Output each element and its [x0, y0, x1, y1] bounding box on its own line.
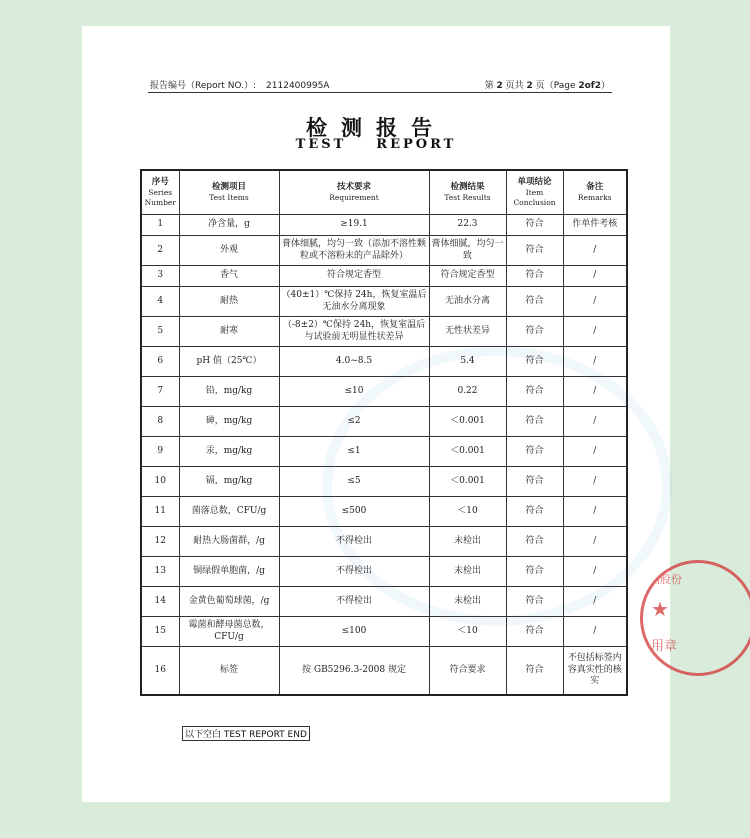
cell-remark: / — [563, 266, 627, 287]
report-no-label: 报告编号（Report NO.）: — [150, 81, 257, 91]
cell-item: 耐寒 — [179, 317, 279, 347]
cell-remark: 作单件考核 — [563, 215, 627, 236]
cell-item: 耐热大肠菌群，/g — [179, 527, 279, 557]
cell-req: ≤10 — [279, 377, 429, 407]
table-body — [141, 215, 627, 696]
table-row — [141, 617, 627, 647]
page-total: 2 — [526, 81, 533, 91]
cell-remark: / — [563, 437, 627, 467]
cell-remark: / — [563, 287, 627, 317]
cell-result: 未检出 — [429, 527, 506, 557]
column-header — [179, 170, 279, 215]
column-header-en: Remarks — [577, 193, 612, 203]
cell-result: 膏体细腻，均匀一致 — [429, 236, 506, 266]
title-en-left: TEST — [295, 137, 347, 152]
cell-no: 3 — [141, 266, 179, 287]
cell-req: 不得检出 — [279, 527, 429, 557]
stamp-text-top: 团股份 — [649, 573, 682, 586]
page-en: 2of2 — [578, 81, 601, 91]
cell-concl: 符合 — [506, 236, 563, 266]
column-header-cn: 备注 — [586, 182, 604, 193]
cell-no: 16 — [141, 647, 179, 696]
column-header-cn: 单项结论 — [517, 177, 552, 188]
table-row — [141, 587, 627, 617]
cell-concl: 符合 — [506, 407, 563, 437]
table-row — [141, 467, 627, 497]
cell-result: 无油水分离 — [429, 287, 506, 317]
cell-remark: / — [563, 617, 627, 647]
cell-no: 9 — [141, 437, 179, 467]
cell-result: 未检出 — [429, 587, 506, 617]
report-page — [82, 26, 670, 802]
cell-result: 未检出 — [429, 557, 506, 587]
table-row — [141, 437, 627, 467]
cell-req: ≥19.1 — [279, 215, 429, 236]
cell-concl: 符合 — [506, 287, 563, 317]
cell-req: ≤500 — [279, 497, 429, 527]
cell-req: 膏体细腻，均匀一致（添加不溶性颗粒或不溶粉末的产品除外） — [279, 236, 429, 266]
cell-remark: / — [563, 407, 627, 437]
cell-req: ≤100 — [279, 617, 429, 647]
cell-item: 霉菌和酵母菌总数，CFU/g — [179, 617, 279, 647]
cell-remark: / — [563, 347, 627, 377]
column-header-cn: 序号 — [151, 177, 169, 188]
cell-result: 符合规定香型 — [429, 266, 506, 287]
cell-no: 13 — [141, 557, 179, 587]
report-no-value: 2112400995A — [266, 81, 330, 91]
cell-no: 11 — [141, 497, 179, 527]
column-header-en: Series Number — [144, 188, 176, 208]
column-header-en: Requirement — [329, 193, 379, 203]
table-row — [141, 266, 627, 287]
table-row — [141, 497, 627, 527]
column-header — [506, 170, 563, 215]
cell-item: 香气 — [179, 266, 279, 287]
column-header — [429, 170, 506, 215]
cell-concl: 符合 — [506, 377, 563, 407]
cell-no: 2 — [141, 236, 179, 266]
official-stamp — [640, 560, 750, 676]
end-note: 以下空白 TEST REPORT END — [182, 726, 310, 741]
cell-concl: 符合 — [506, 437, 563, 467]
cell-no: 8 — [141, 407, 179, 437]
title-english — [82, 137, 670, 152]
cell-req: 不得检出 — [279, 587, 429, 617]
cell-result: ＜10 — [429, 497, 506, 527]
table-row — [141, 287, 627, 317]
cell-item: 菌落总数，CFU/g — [179, 497, 279, 527]
cell-result: ＜0.001 — [429, 407, 506, 437]
cell-concl: 符合 — [506, 215, 563, 236]
title-chinese: 检测报告 — [306, 116, 446, 140]
table-row — [141, 347, 627, 377]
table-row — [141, 317, 627, 347]
column-header — [279, 170, 429, 215]
cell-no: 7 — [141, 377, 179, 407]
table-row — [141, 557, 627, 587]
cell-no: 6 — [141, 347, 179, 377]
column-header-en: Item Conclusion — [513, 188, 556, 208]
cell-no: 1 — [141, 215, 179, 236]
cell-no: 14 — [141, 587, 179, 617]
results-table — [140, 169, 628, 696]
cell-result: 符合要求 — [429, 647, 506, 696]
column-header-en: Test Items — [209, 193, 249, 203]
cell-concl: 符合 — [506, 497, 563, 527]
table-row — [141, 236, 627, 266]
cell-req: （40±1）℃保持 24h，恢复室温后无油水分离现象 — [279, 287, 429, 317]
page-suffix: 页（Page — [535, 81, 576, 91]
cell-item: 耐热 — [179, 287, 279, 317]
cell-concl: 符合 — [506, 647, 563, 696]
table-row — [141, 647, 627, 696]
cell-result: 5.4 — [429, 347, 506, 377]
column-header — [141, 170, 179, 215]
cell-item: 砷，mg/kg — [179, 407, 279, 437]
cell-concl: 符合 — [506, 557, 563, 587]
stamp-star-icon: ★ — [651, 597, 669, 621]
cell-item: 铅，mg/kg — [179, 377, 279, 407]
cell-remark: / — [563, 377, 627, 407]
cell-concl: 符合 — [506, 317, 563, 347]
cell-req: （-8±2）℃保持 24h，恢复室温后与试验前无明显性状差异 — [279, 317, 429, 347]
stamp-text-bottom: 用章 — [651, 639, 678, 654]
page-mid: 页共 — [505, 81, 524, 91]
page-end: ） — [600, 81, 610, 91]
cell-remark: / — [563, 467, 627, 497]
column-header — [563, 170, 627, 215]
cell-req: 符合规定香型 — [279, 266, 429, 287]
table-row — [141, 377, 627, 407]
column-header-cn: 技术要求 — [336, 182, 371, 193]
cell-req: ≤5 — [279, 467, 429, 497]
cell-remark: / — [563, 236, 627, 266]
cell-concl: 符合 — [506, 266, 563, 287]
cell-item: pH 值（25℃） — [179, 347, 279, 377]
cell-req: 4.0~8.5 — [279, 347, 429, 377]
cell-no: 5 — [141, 317, 179, 347]
cell-remark: / — [563, 317, 627, 347]
cell-req: ≤2 — [279, 407, 429, 437]
cell-no: 15 — [141, 617, 179, 647]
title-en-right: REPORT — [376, 137, 457, 152]
cell-remark: 不包括标签内容真实性的核实 — [563, 647, 627, 696]
cell-concl: 符合 — [506, 587, 563, 617]
cell-concl: 符合 — [506, 527, 563, 557]
cell-remark: / — [563, 497, 627, 527]
cell-concl: 符合 — [506, 347, 563, 377]
cell-remark: / — [563, 557, 627, 587]
table-row — [141, 407, 627, 437]
cell-result: ＜0.001 — [429, 437, 506, 467]
cell-remark: / — [563, 527, 627, 557]
page-header — [148, 76, 612, 93]
cell-remark: / — [563, 587, 627, 617]
report-number — [150, 78, 329, 91]
cell-no: 4 — [141, 287, 179, 317]
cell-item: 镉，mg/kg — [179, 467, 279, 497]
cell-concl: 符合 — [506, 617, 563, 647]
column-header-cn: 检测结果 — [450, 182, 485, 193]
cell-req: 按 GB5296.3-2008 规定 — [279, 647, 429, 696]
cell-no: 12 — [141, 527, 179, 557]
cell-result: ＜10 — [429, 617, 506, 647]
cell-req: 不得检出 — [279, 557, 429, 587]
cell-item: 金黄色葡萄球菌，/g — [179, 587, 279, 617]
page-info — [485, 78, 610, 91]
page-current: 2 — [496, 81, 503, 91]
cell-no: 10 — [141, 467, 179, 497]
cell-item: 外观 — [179, 236, 279, 266]
page-prefix: 第 — [484, 81, 494, 91]
cell-result: ＜0.001 — [429, 467, 506, 497]
cell-result: 22.3 — [429, 215, 506, 236]
cell-item: 标签 — [179, 647, 279, 696]
table-row — [141, 527, 627, 557]
table-row — [141, 215, 627, 236]
cell-result: 0.22 — [429, 377, 506, 407]
table-header-row — [141, 170, 627, 215]
cell-concl: 符合 — [506, 467, 563, 497]
cell-req: ≤1 — [279, 437, 429, 467]
column-header-en: Test Results — [444, 193, 491, 203]
cell-item: 净含量，g — [179, 215, 279, 236]
column-header-cn: 检测项目 — [211, 182, 246, 193]
cell-result: 无性状差异 — [429, 317, 506, 347]
cell-item: 铜绿假单胞菌，/g — [179, 557, 279, 587]
cell-item: 汞，mg/kg — [179, 437, 279, 467]
